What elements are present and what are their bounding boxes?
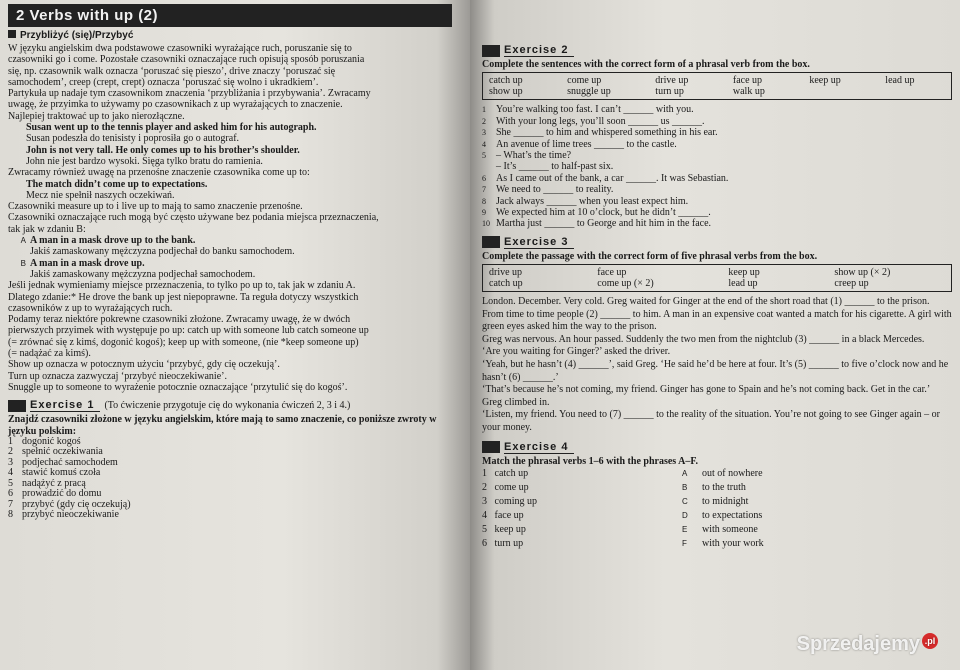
list-item: 6 prowadzić do domu xyxy=(8,488,102,500)
exercise-1-heading: Exercise 1 (To ćwiczenie przygotuje cię do wykonania ćwiczeń 2, 3 i 4.) xyxy=(8,399,452,412)
list-item: 2 With your long legs, you’ll soon ______ us ______. xyxy=(482,115,705,127)
list-item: 9 We expected him at 10 o’clock, but he didn’t ______. xyxy=(482,206,711,218)
paragraph: Jeśli jednak wymieniamy miejsce przeznaczenia, to tylko po up to, tak jak w zdaniu A. Dlatego zdanie:* He drove the bank up jest niepoprawne. Ta reguła dotyczy wszystkich czasowników z up to wyrażających ruch. Podamy teraz niektóre pokrewne czasowniki złożone. Zwracamy uwagę, że w dwóch pierwszych przyimek with występuje po up: catch up with someone lub catch someone up (= zrównać się z kimś, dogonić kogoś); keep up with someone, (nie *keep someone up) (= nadążać za kimś). Show up oznacza w potocznym użyciu ‘przybyć, gdy cię oczekują’. Turn up oznacza zazwyczaj ‘przybyć nieoczekiwanie’. Snuggle up to someone to wyrażenie potocznie oznaczające ‘przytulić się do kogoś’. xyxy=(8,280,369,393)
left-page xyxy=(0,0,470,670)
list-item: 6 As I came out of the bank, a car ______. It was Sebastian. xyxy=(482,172,729,184)
list-item: 10 Martha just ______ to George and hit him in the face. xyxy=(482,218,712,230)
list-item: 5 nadążyć z pracą xyxy=(8,477,86,489)
exercise-marker-icon xyxy=(8,400,26,412)
exercise-marker-icon xyxy=(482,236,500,248)
exercise-marker-icon xyxy=(482,441,500,453)
list-item: 7 We need to ______ to reality. xyxy=(482,184,614,196)
list-item: 4 face up xyxy=(482,509,524,521)
right-page xyxy=(470,0,960,670)
ab-examples: A A man in a mask drove up to the bank. Jakiś zamaskowany mężczyzna podjechał do banku samochodem. B A man in a mask drove up. Jakiś zamaskowany mężczyzna podjechał samochodem. xyxy=(20,235,295,280)
list-item: 3 She ______ to him and whispered something in his ear. xyxy=(482,127,718,139)
section-heading: Przybliżyć (się)/Przybyć xyxy=(8,30,452,41)
list-item: – It’s ______ to half-past six. xyxy=(496,161,614,173)
watermark-logo: Sprzedajemy .pl xyxy=(797,633,938,656)
intro-text: W języku angielskim dwa podstawowe czasowniki wyrażające ruch, poruszanie się to czasowniki go i come. Pozostałe czasowniki oznaczające ruch opisują sposób poruszania się, np. czasownik walk oznacza ‘poruszać się pieszo’, drive znaczy ‘poruszać się samochodem’, creep (crept, crept) oznacza ‘poruszać się wolno i ukradkiem’. Partykuła up nadaje tym czasownikom znaczenia ‘przybliżania i przybywania’. Zwracamy uwagę, że przyimka to używamy po czasownikach z up wyrażających to znaczenie. Najlepiej traktować up to jako nierozłączne. xyxy=(8,43,371,122)
list-item: 2 spełnić oczekiwania xyxy=(8,446,103,458)
exercise-4-matching: 1 catch up A out of nowhere 2 come up B to the truth 3 coming up C to midnight 4 face up D to expectations 5 keep up E with someone 6 turn up F with your work xyxy=(482,467,764,549)
exercise-3-passage: London. December. Very cold. Greg waited for Ginger at the end of the short road that (1) ______ to the prison. From time to time people (2) ______ to him. A man in an expensive coat wanted a match for his cigarette. A girl with green eyes asked him the way to the prison. Greg was nervous. An hour passed. Suddenly the two men from the nightclub (3) ______ in a black Mercedes. ‘Are you waiting for Ginger?’ asked the driver. ‘Yeah, but he hasn’t (4) ______’, said Greg. ‘He said he’d be here at four. It’s (5) ______ to five o’clock now and he hasn’t (6) ______.’ ‘That’s because he’s not coming, my friend. Ginger has gone to Spain and he’s not coming back. Get in the car.’ Greg climbed in. ‘Listen, my friend. You need to (7) ______ to the reality of the situation. You’re not going to see Ginger again – or your money. xyxy=(482,296,952,433)
paragraph: Czasowniki measure up to i live up to mają to samo znaczenie przenośne. Czasowniki oznaczające ruch mogą być często używane bez podania miejsca przeznaczenia, tak jak w zdaniu B: xyxy=(8,201,379,235)
list-item: 5 – What’s the time? xyxy=(482,149,572,161)
list-item: 8 Jack always ______ when you least expect him. xyxy=(482,195,689,207)
exercise-3-heading: Exercise 3 xyxy=(482,236,952,249)
list-item: 5 keep up xyxy=(482,523,526,535)
list-item: 7 przybyć (gdy cię oczekują) xyxy=(8,498,131,510)
exercise-1-instruction: Znajdź czasowniki złożone w języku angielskim, które mają to samo znaczenie, co poniższe zwroty w języku polskim: xyxy=(8,414,437,437)
list-item: 4 stawić komuś czoła xyxy=(8,467,101,479)
list-item: 1 dogonić kogoś xyxy=(8,435,81,447)
exercise-marker-icon xyxy=(482,45,500,57)
list-item: 4 An avenue of lime trees ______ to the castle. xyxy=(482,138,677,150)
exercise-2-word-box: catch up come up drive up face up keep up lead up show up snuggle up turn up walk up xyxy=(482,72,952,100)
list-item: 3 podjechać samochodem xyxy=(8,456,118,468)
exercise-4-instruction: Match the phrasal verbs 1–6 with the phrases A–F. xyxy=(482,455,699,467)
exercise-3-word-box: drive up face up keep up show up (× 2) catch up come up (× 2) lead up creep up xyxy=(482,264,952,292)
list-item: 1 You’re walking too fast. I can’t ______ with you. xyxy=(482,104,694,116)
pl-badge-icon: .pl xyxy=(922,633,938,649)
example-block: The match didn’t come up to expectations. Mecz nie spełnił naszych oczekiwań. xyxy=(26,178,208,201)
exercise-4-heading: Exercise 4 xyxy=(482,441,952,454)
list-item: 8 przybyć nieoczekiwanie xyxy=(8,509,119,521)
example-block: Susan went up to the tennis player and asked him for his autograph. Susan podeszła do tenisisty i poprosiła go o autograf. John is not very tall. He only comes up to his brother’s shoulder. John nie jest bardzo wysoki. Sięga tylko bratu do ramienia. xyxy=(26,122,317,167)
exercise-2-instruction: Complete the sentences with the correct form of a phrasal verb from the box. xyxy=(482,59,810,70)
chapter-heading: 2 Verbs with up (2) xyxy=(8,4,452,27)
paragraph: Zwracamy również uwagę na przenośne znaczenie czasownika come up to: xyxy=(8,167,310,179)
list-item: 3 coming up xyxy=(482,495,537,507)
exercise-3-instruction: Complete the passage with the correct form of five phrasal verbs from the box. xyxy=(482,250,818,262)
list-item: 2 come up xyxy=(482,481,529,493)
square-bullet-icon xyxy=(8,30,16,38)
list-item: 6 turn up xyxy=(482,537,524,549)
exercise-2-heading: Exercise 2 xyxy=(482,44,952,57)
exercise-1-list xyxy=(8,437,452,521)
exercise-2-sentences xyxy=(482,104,952,229)
list-item: 1 catch up xyxy=(482,467,529,479)
